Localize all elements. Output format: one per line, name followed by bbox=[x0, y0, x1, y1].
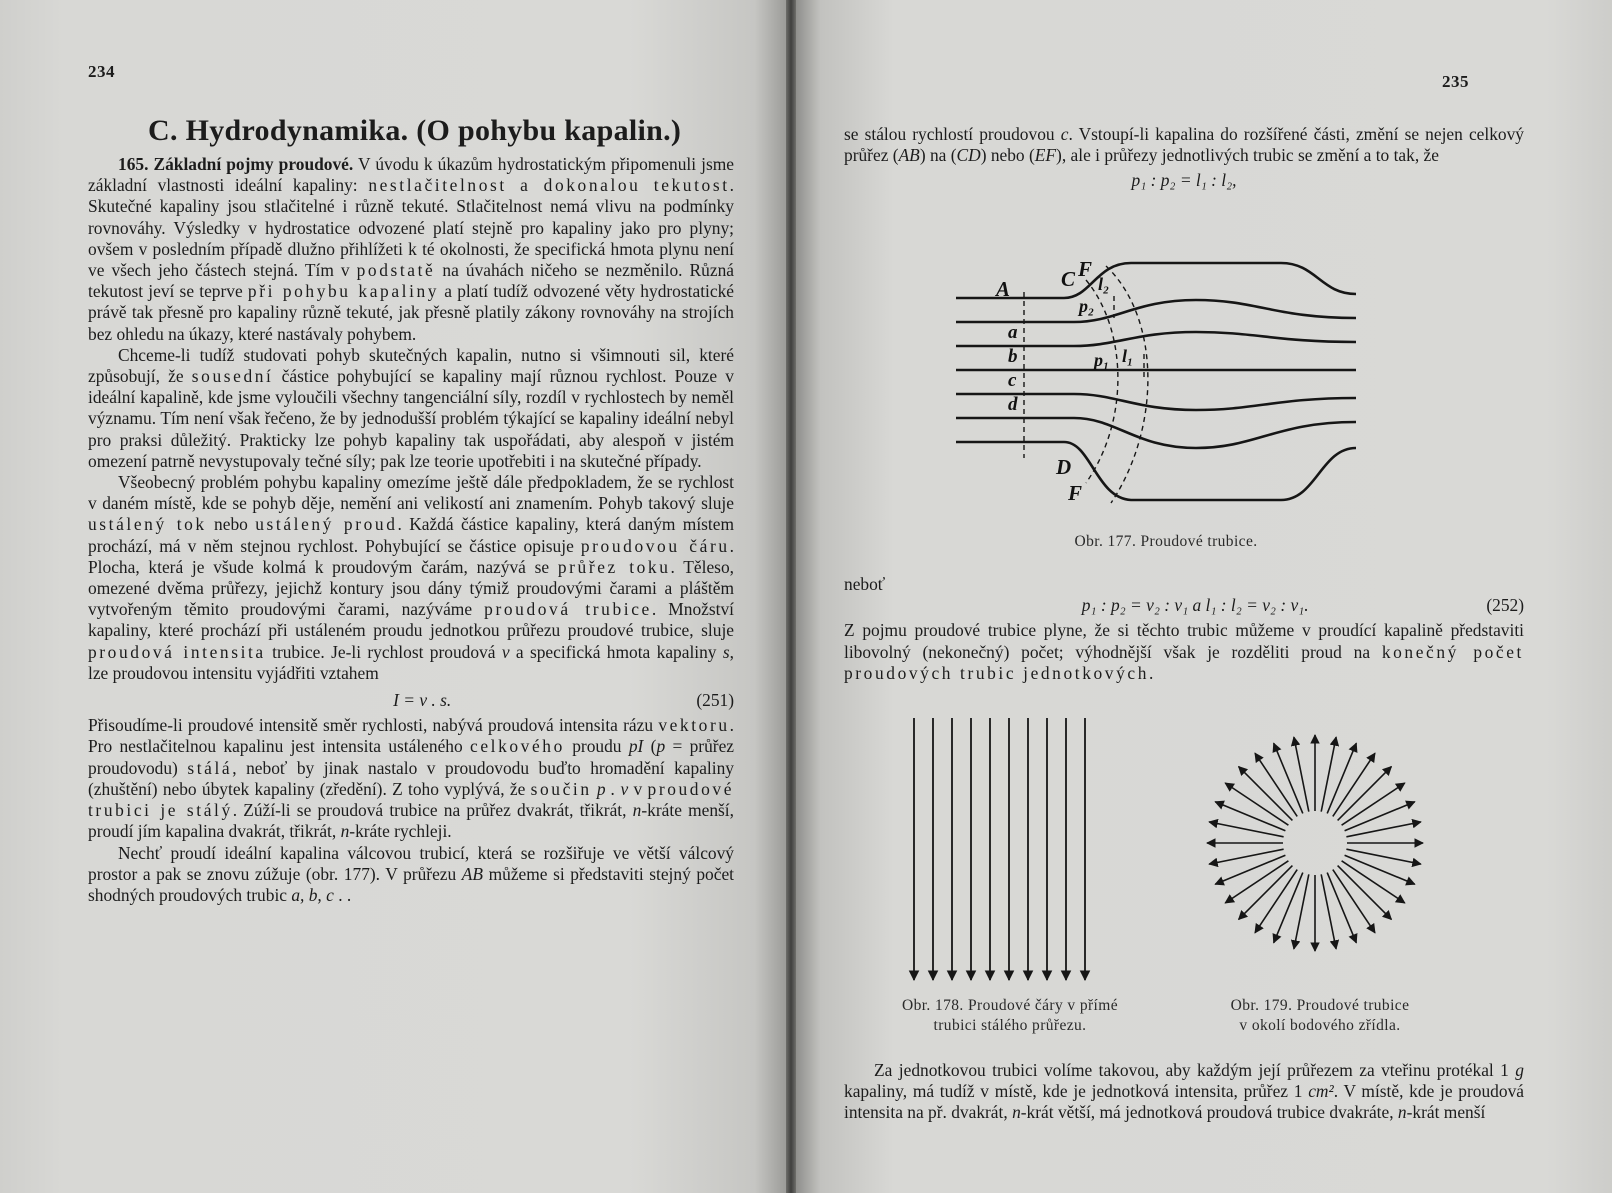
figure-177-stream-tubes bbox=[946, 258, 1376, 523]
paragraph-continuation: se stálou rychlostí proudovou c. Vstoupí-li kapalina do rozšířené části, změní se nejen celkový průřez (AB) na (CD) nebo (EF), ale i průřezy jednotlivých trubic se změní a to tak, že bbox=[844, 124, 1524, 166]
label-F-top: F bbox=[1078, 258, 1093, 281]
boundary-bottom bbox=[956, 442, 1356, 500]
radial-streamline-arrow bbox=[1239, 767, 1293, 821]
paragraph-cylinder: Nechť proudí ideální kapalina válcovou trubicí, která se rozšiřuje ve větší válcový prostor a pak se znovu zúžuje (obr. 177). V průřezu AB můžeme si představiti stejný počet shodných proudových trubic a, b, c . . bbox=[88, 842, 734, 905]
radial-streamline-arrow bbox=[1239, 866, 1293, 920]
label-D: D bbox=[1056, 455, 1072, 479]
label-l1: l₁ bbox=[1122, 346, 1134, 366]
label-p2: p₂ bbox=[1079, 296, 1095, 316]
paragraph-real-fluids: Chceme-li tudíž studovati pohyb skutečných kapalin, nutno si všimnouti sil, které způsobují, že sousední částice pohybující se kapaliny mají různou rychlost. Pouze v ideální kapalině, kde jsme vyloučili všechny tangenciální síly, rozdíl v rychlostech by neměl významu. Tím není však řečeno, že by jednodušší problém týkající se kapaliny ideální nebyl pro praksi důležitý. Prakticky lze pohyb kapaliny tak uspořádati, aby alespoň v jistém omezení patrně nevystupovaly tečné síly; pak lze teorie upotřebiti i na skutečné případy. bbox=[88, 344, 734, 471]
paragraph-steady-flow: Všeobecný problém pohybu kapaliny omezíme ještě dále předpokladem, že se rychlost v daném místě, kde se pohyb děje, nemění ani velikostí ani znamením. Pohyb takový sluje ustálený tok nebo ustálený proud. Každá částice kapaliny, která daným místem prochází, má v něm stejnou rychlost. Pohybující se částice opisuje proudovou čáru. Plocha, která je všude kolmá k proudovým čarám, nazývá se průřez toku. Těleso, omezené dvěma průřezy, jejichž kontury jsou dány týmiž proudovými čarami a pláštěm vytvořeným těmito proudovými čarami, nazýváme proudová trubice. Množství kapaliny, které prochází při ustáleném proudu jednotkou průřezu proudové trubice, sluje proudová intensita trubice. Je-li rychlost proudová v a specifická hmota kapaliny s, lze proudovou intensitu vyjádřiti vztahem bbox=[88, 472, 734, 683]
label-C: C bbox=[1061, 267, 1076, 291]
right-page-number: 235 bbox=[1442, 72, 1469, 91]
radial-arrows bbox=[1207, 735, 1423, 951]
right-text-bottom bbox=[844, 1060, 1524, 1124]
equation-251 bbox=[88, 690, 734, 711]
left-text-column bbox=[88, 154, 734, 906]
radial-streamline-arrow bbox=[1321, 874, 1336, 949]
equation-251-number: (251) bbox=[696, 690, 734, 711]
figure-178-parallel-streamlines bbox=[900, 718, 1100, 988]
figure-179-point-source bbox=[1200, 728, 1430, 958]
radial-streamline-arrow bbox=[1346, 822, 1421, 837]
right-text-middle bbox=[844, 574, 1524, 684]
left-page-number: 234 bbox=[88, 62, 115, 81]
label-d: d bbox=[1008, 394, 1018, 415]
paragraph-unit-tube-definition: Za jednotkovou trubici volíme takovou, aby každým její průřezem za vteřinu protékal 1 g kapaliny, má tudíž v místě, kde je jednotková intensita, průřez 1 cm². V místě, kde je proudová intensita na př. dvakrát, n-krát větší, má jednotková proudová trubice dvakráte, n-krát menší bbox=[844, 1060, 1524, 1123]
equation-251-formula: I = v . s. bbox=[393, 690, 452, 711]
radial-streamline-arrow bbox=[1209, 822, 1284, 837]
boundary-top bbox=[956, 263, 1356, 298]
label-p1: p₁ bbox=[1094, 350, 1110, 370]
paragraph-intro: 165. Základní pojmy proudové. V úvodu k úkazům hydrostatickým připomenuli jsme základní vlastnosti ideální kapaliny: nestlačitelnost a dokonalou tekutost. Skutečné kapaliny jsou stlačitelné i různě tekuté. Stlačitelnost nemá vlivu na podmínky rovnováhy. Výsledky v hydrostatice odvozené platí stejně pro kapaliny jako pro plyny; ovšem v posledním případě dlužno přihlížeti k té okolnosti, že specifická hmota plynu není ve všech jeho částech stejná. Tím v podstatě na úvahách ničeho se nezměnilo. Různá tekutost jeví se teprve při pohybu kapaliny a platí tudíž odvozené věty hydrostatické právě tak přesně pro kapaliny různě tekuté, jak přesně platily zákony rovnováhy na strojích bez ohledu na úkazy, které nastávaly pohybem. bbox=[88, 154, 734, 344]
left-page bbox=[0, 0, 786, 1193]
paragraph-unit-tubes: Z pojmu proudové trubice plyne, že si těchto trubic můžeme v proudící kapalině představiti libovolný (nekonečný) počet; výhodnější však je rozděliti proud na konečný počet proudových trubic jednotkových. bbox=[844, 620, 1524, 683]
label-a: a bbox=[1008, 322, 1018, 343]
stream-line bbox=[956, 418, 1356, 448]
figure-177-labels bbox=[994, 258, 1133, 505]
radial-streamline-arrow bbox=[1209, 849, 1284, 864]
label-F-bottom: F bbox=[1068, 481, 1083, 505]
radial-streamline-arrow bbox=[1294, 737, 1309, 812]
equation-252 bbox=[844, 595, 1524, 616]
radial-streamline-arrow bbox=[1338, 866, 1392, 920]
label-c: c bbox=[1008, 370, 1017, 391]
parallel-arrows bbox=[914, 718, 1085, 980]
equation-252-formula: p₁ : p₂ = v₂ : v₁ a l₁ : l₂ = v₂ : v₁. bbox=[1081, 595, 1309, 616]
radial-streamline-arrow bbox=[1338, 767, 1392, 821]
section-EF bbox=[1106, 266, 1148, 503]
right-text-top bbox=[844, 124, 1524, 192]
figure-178-caption: Obr. 178. Proudové čáry v přímé trubici stálého průřezu. bbox=[901, 997, 1118, 1034]
section-title: 165. Základní pojmy proudové. bbox=[118, 154, 354, 174]
nebot-word: neboť bbox=[844, 574, 886, 594]
label-b: b bbox=[1008, 346, 1018, 367]
label-A: A bbox=[996, 277, 1011, 301]
book-gutter bbox=[786, 0, 796, 1193]
equation-252-number: (252) bbox=[1486, 595, 1524, 616]
radial-streamline-arrow bbox=[1346, 849, 1421, 864]
stream-line bbox=[956, 300, 1356, 322]
radial-streamline-arrow bbox=[1294, 874, 1309, 949]
paragraph-vector: Přisoudíme-li proudové intensitě směr rychlosti, nabývá proudová intensita rázu vektoru. Pro nestlačitelnou kapalinu jest intensita ustáleného celkového proudu pI (p = průřez proudovodu) stálá, neboť by jinak nastalo v proudovodu buďto hromadění kapaliny (zhuštění) nebo úbytek kapaliny (zředění). Z toho vyplývá, že součin p . v v proudové trubici je stálý. Zúží-li se proudová trubice na průřez dvakrát, třikrát, n-kráte menší, proudí jím kapalina dvakrát, třikrát, n-kráte rychleji. bbox=[88, 715, 735, 842]
figure-177-caption: Obr. 177. Proudové trubice. bbox=[1074, 533, 1258, 550]
label-l2: l₂ bbox=[1098, 274, 1110, 294]
figure-179-caption: Obr. 179. Proudové trubice v okolí bodového zřídla. bbox=[1230, 997, 1410, 1034]
equation-ratio: p₁ : p₂ = l₁ : l₂, bbox=[1131, 170, 1237, 191]
right-page bbox=[796, 0, 1612, 1193]
chapter-heading: C. Hydrodynamika. (O pohybu kapalin.) bbox=[148, 114, 682, 147]
radial-streamline-arrow bbox=[1321, 737, 1336, 812]
